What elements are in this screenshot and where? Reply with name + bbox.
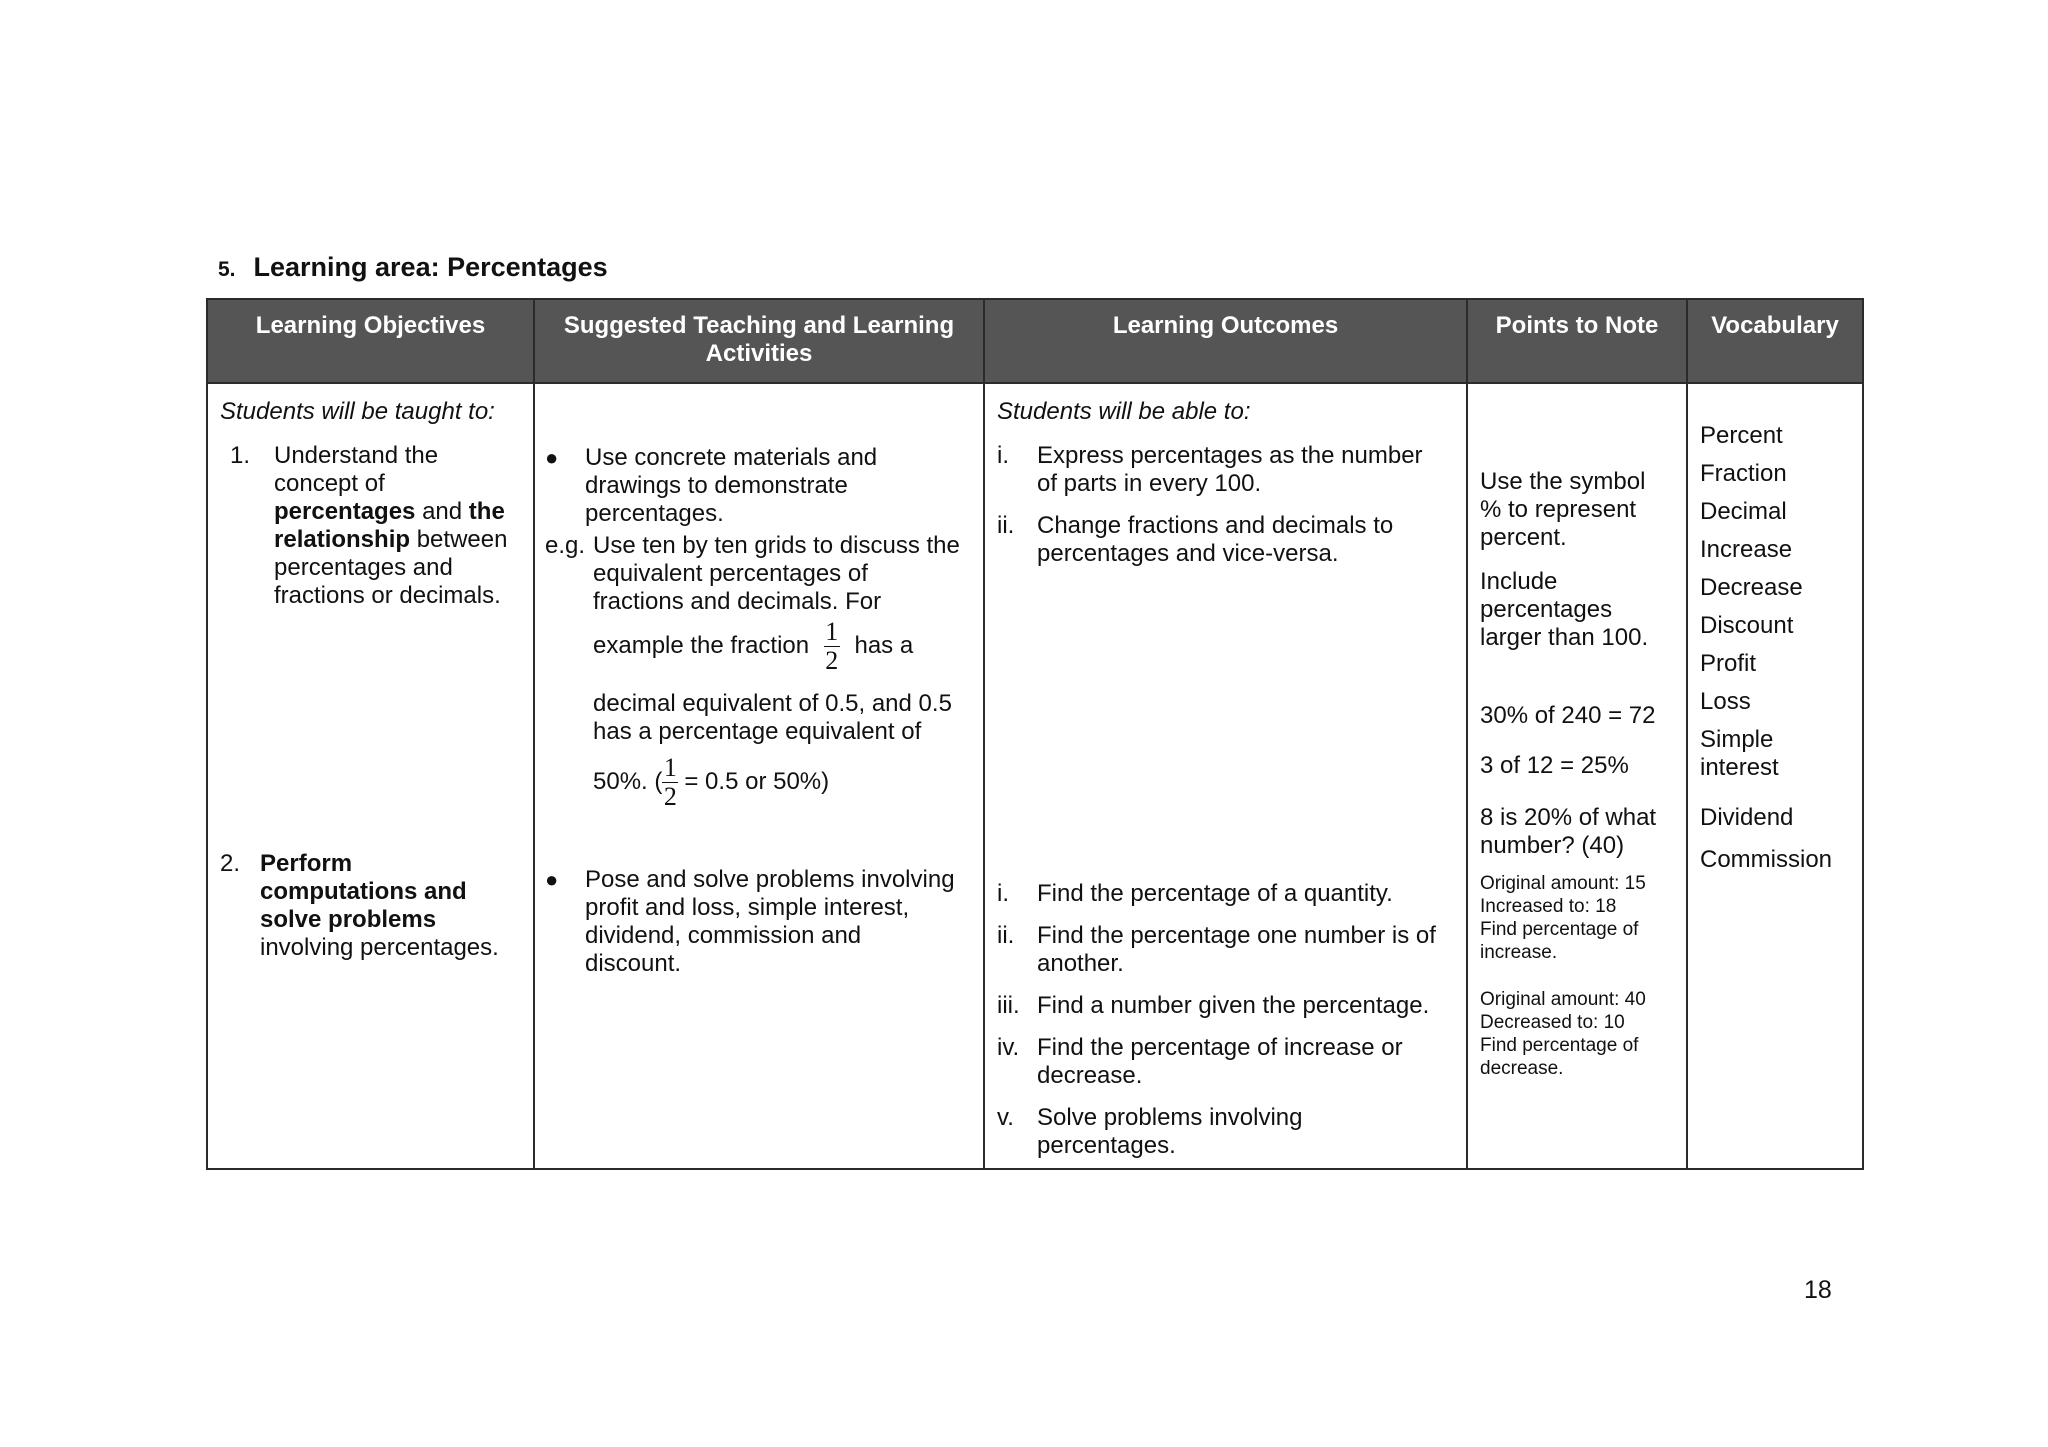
note-line: 8 is 20% of what xyxy=(1480,804,1657,831)
equation-after: = 0.5 or 50%) xyxy=(684,767,830,795)
decimal-text xyxy=(593,690,952,746)
equation-before: 50%. ( xyxy=(593,767,663,795)
outcome-line: of parts in every 100. xyxy=(1037,470,1262,497)
outcomes-cell xyxy=(984,383,1467,1169)
objective-bold-text: relationship xyxy=(274,526,411,553)
note-example-3 xyxy=(1480,804,1656,860)
vocabulary-term: Decrease xyxy=(1700,574,1803,601)
objective-bold-text: the xyxy=(468,498,505,525)
objective-line xyxy=(260,906,499,934)
note-line: larger than 100. xyxy=(1480,624,1649,651)
vocabulary-term: Commission xyxy=(1700,846,1833,873)
objective-line xyxy=(260,934,499,962)
activity-text xyxy=(585,444,877,528)
outcome-line: Change fractions and decimals to xyxy=(1037,512,1394,539)
note-decrease xyxy=(1480,988,1646,1080)
vocabulary-term: Discount xyxy=(1700,612,1794,639)
note-include xyxy=(1480,568,1648,652)
outcome-line: Express percentages as the number xyxy=(1037,442,1423,469)
notes-cell xyxy=(1467,383,1687,1169)
activity-line: decimal equivalent of 0.5, and 0.5 xyxy=(593,690,952,717)
vocabulary-term: Profit xyxy=(1700,650,1757,677)
activity-line: discount. xyxy=(585,950,682,977)
note-line: Include xyxy=(1480,568,1558,595)
page-number: 18 xyxy=(1804,1276,1832,1304)
note-line: percentages xyxy=(1480,596,1613,623)
fraction-line-before: example the fraction xyxy=(593,631,810,659)
note-line: Original amount: 15 xyxy=(1480,873,1646,894)
fraction-one-half xyxy=(662,753,678,811)
outcome-text xyxy=(1037,992,1429,1020)
outcome-text xyxy=(1037,512,1393,568)
outcome-item xyxy=(997,880,1393,908)
outcome-text xyxy=(1037,442,1423,498)
note-line: Find percentage of xyxy=(1480,1035,1639,1056)
section-title: Learning area: Percentages xyxy=(253,252,608,282)
outcome-item xyxy=(997,922,1436,978)
outcome-item xyxy=(997,1104,1302,1160)
activity-line: Use ten by ten grids to discuss the xyxy=(593,532,960,559)
outcome-line: percentages and vice-versa. xyxy=(1037,540,1339,567)
outcome-line: decrease. xyxy=(1037,1062,1143,1089)
outcome-item xyxy=(997,512,1393,568)
objective-bold-text: percentages xyxy=(274,498,416,525)
objective-bold-text: computations and xyxy=(260,878,467,905)
note-line: decrease. xyxy=(1480,1058,1564,1079)
eg-text xyxy=(593,532,960,616)
bullet-icon: ● xyxy=(545,445,559,470)
activity-line: Use concrete materials and xyxy=(585,444,878,471)
outcome-line: another. xyxy=(1037,950,1124,977)
outcomes-intro: Students will be able to: xyxy=(997,398,1251,425)
section-heading xyxy=(218,252,608,283)
section-number: 5. xyxy=(218,258,236,281)
fraction-equation xyxy=(593,753,830,811)
bullet-icon: ● xyxy=(545,867,559,892)
objective-text xyxy=(260,850,499,962)
note-line: % to represent xyxy=(1480,496,1637,523)
header-vocabulary: Vocabulary xyxy=(1687,299,1863,383)
outcome-line: percentages. xyxy=(1037,1132,1176,1159)
header-row xyxy=(207,299,1863,383)
fraction-numerator: 1 xyxy=(825,617,839,646)
objective-line xyxy=(274,582,507,610)
objective-line xyxy=(274,470,507,498)
objective-text-run: and xyxy=(415,498,469,525)
header-learning-objectives: Learning Objectives xyxy=(207,299,534,383)
outcome-numeral: i. xyxy=(997,880,1009,907)
header-learning-outcomes: Learning Outcomes xyxy=(984,299,1467,383)
activity-line: equivalent percentages of xyxy=(593,560,868,587)
objective-text-run: concept of xyxy=(274,470,385,497)
objective-text-run: involving percentages. xyxy=(260,934,499,961)
outcome-numeral: ii. xyxy=(997,512,1015,539)
outcome-numeral: i. xyxy=(997,442,1009,469)
outcome-line: Solve problems involving xyxy=(1037,1104,1303,1131)
vocabulary-term: Loss xyxy=(1700,688,1751,715)
note-line: Use the symbol xyxy=(1480,468,1646,495)
objective-text-run: Understand the xyxy=(274,442,439,469)
note-increase xyxy=(1480,872,1646,964)
note-example-2: 3 of 12 = 25% xyxy=(1480,752,1629,779)
activity-text xyxy=(585,866,955,978)
outcome-item xyxy=(997,1034,1403,1090)
note-line: percent. xyxy=(1480,524,1567,551)
header-activities: Suggested Teaching and Learning Activities xyxy=(534,299,984,383)
objective-text-run: fractions or decimals. xyxy=(274,582,501,609)
eg-prefix: e.g. xyxy=(545,532,586,559)
objective-text-run: percentages and xyxy=(274,554,453,581)
content-row xyxy=(207,383,1863,1169)
outcome-line: Find the percentage of increase or xyxy=(1037,1034,1403,1061)
objective-line xyxy=(260,850,499,878)
outcome-text xyxy=(1037,922,1436,978)
objective-bold-text: solve problems xyxy=(260,906,437,933)
vocabulary-term: Increase xyxy=(1700,536,1793,563)
objective-text-run: between xyxy=(410,526,508,553)
outcome-numeral: iv. xyxy=(997,1034,1020,1061)
note-line: Original amount: 40 xyxy=(1480,989,1646,1010)
activity-line: has a percentage equivalent of xyxy=(593,718,922,745)
objective-line xyxy=(260,878,499,906)
note-example-1: 30% of 240 = 72 xyxy=(1480,702,1656,729)
objective-text xyxy=(274,442,507,610)
note-line: number? (40) xyxy=(1480,832,1625,859)
vocabulary-term: Fraction xyxy=(1700,460,1787,487)
note-line: Increased to: 18 xyxy=(1480,896,1617,917)
objective-bold-text: Perform xyxy=(260,850,353,877)
objectives-intro: Students will be taught to: xyxy=(220,398,495,425)
outcome-numeral: ii. xyxy=(997,922,1015,949)
outcome-item xyxy=(997,992,1429,1020)
fraction-denominator: 2 xyxy=(825,646,839,675)
vocabulary-term: Decimal xyxy=(1700,498,1787,525)
activity-bullet-2 xyxy=(545,866,955,978)
activity-line: percentages. xyxy=(585,500,724,527)
activity-line: profit and loss, simple interest, xyxy=(585,894,910,921)
outcome-line: Find the percentage of a quantity. xyxy=(1037,880,1393,907)
activity-line: Pose and solve problems involving xyxy=(585,866,955,893)
fraction-numerator: 1 xyxy=(663,753,677,782)
fraction-line xyxy=(593,617,914,675)
activity-bullet-1 xyxy=(545,444,877,528)
vocabulary-term: Percent xyxy=(1700,422,1783,449)
objective-line xyxy=(274,554,507,582)
vocabulary-term: Dividend xyxy=(1700,804,1794,831)
objective-line xyxy=(274,526,507,554)
outcome-line: Find a number given the percentage. xyxy=(1037,992,1430,1019)
vocabulary-term: Simple interest xyxy=(1700,726,1779,781)
fraction-denominator: 2 xyxy=(663,782,677,811)
objectives-cell xyxy=(207,383,534,1169)
objective-number: 2. xyxy=(220,850,241,877)
note-line: Find percentage of xyxy=(1480,919,1639,940)
outcome-numeral: iii. xyxy=(997,992,1020,1019)
objective-number: 1. xyxy=(230,442,251,469)
activity-line: dividend, commission and xyxy=(585,922,862,949)
outcome-numeral: v. xyxy=(997,1104,1014,1131)
note-line: increase. xyxy=(1480,942,1558,963)
fraction-one-half xyxy=(824,617,840,675)
percentages-table xyxy=(206,298,1864,1170)
vocabulary-cell xyxy=(1687,383,1863,1169)
note-symbol xyxy=(1480,468,1645,552)
objective-2 xyxy=(220,850,499,962)
outcome-text xyxy=(1037,880,1393,908)
objective-line xyxy=(274,442,507,470)
outcome-text xyxy=(1037,1034,1403,1090)
note-line: Decreased to: 10 xyxy=(1480,1012,1625,1033)
activities-cell xyxy=(534,383,984,1169)
activity-line: drawings to demonstrate xyxy=(585,472,848,499)
objective-line xyxy=(274,498,507,526)
outcome-line: Find the percentage one number is of xyxy=(1037,922,1436,949)
objective-1 xyxy=(230,442,507,610)
outcome-item xyxy=(997,442,1423,498)
header-points-to-note: Points to Note xyxy=(1467,299,1687,383)
activity-line: fractions and decimals. For xyxy=(593,588,882,615)
outcome-text xyxy=(1037,1104,1302,1160)
fraction-line-after: has a xyxy=(854,631,914,659)
